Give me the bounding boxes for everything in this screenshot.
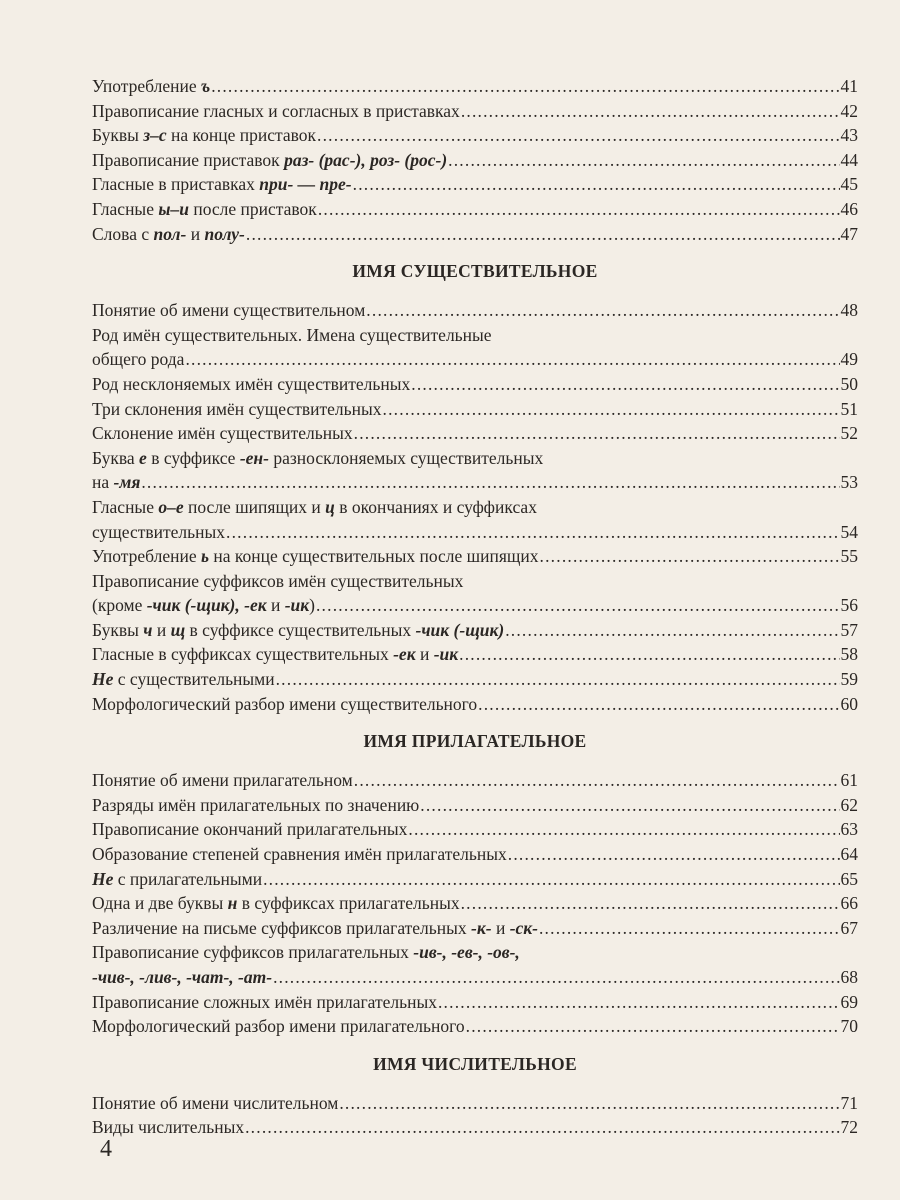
entry-title-text: Гласные в приставках	[92, 174, 260, 195]
dot-leader	[317, 123, 839, 148]
toc-entry	[92, 817, 858, 842]
entry-title-emphasis: -ек	[393, 644, 416, 665]
toc-entry-line	[92, 1014, 858, 1039]
toc-entry	[92, 298, 858, 323]
toc-entry-line	[92, 593, 858, 618]
entry-title-text: и	[186, 223, 205, 244]
dot-leader	[478, 692, 839, 717]
entry-title-emphasis: раз- (рас-), роз- (рос-)	[284, 149, 448, 170]
entry-title-text: Употребление	[92, 546, 201, 567]
toc-entry	[92, 916, 858, 941]
toc-entry	[92, 990, 858, 1015]
entry-title-emphasis: полу-	[204, 223, 245, 244]
entry-title-text: Одна и две буквы	[92, 893, 228, 914]
entry-title-text: Виды числительных	[92, 1117, 245, 1138]
entry-title-text: Понятие об имени существительном	[92, 300, 366, 321]
entry-title-text: и	[152, 619, 171, 640]
toc-entry-line	[92, 74, 858, 99]
entry-page-number: 49	[840, 349, 858, 370]
entry-title-emphasis: н	[227, 893, 238, 914]
entry-title-emphasis: з–с	[143, 125, 167, 146]
toc-entry	[92, 1091, 858, 1116]
toc-entry	[92, 667, 858, 692]
entry-title	[92, 965, 272, 990]
dot-leader	[276, 667, 840, 692]
entry-title-text: Правописание сложных имён прилагательных	[92, 991, 437, 1012]
entry-title-text: общего рода	[92, 349, 185, 370]
entry-title-text: Морфологический разбор имени существительного	[92, 693, 478, 714]
entry-title	[92, 793, 419, 818]
entry-title	[92, 891, 460, 916]
entry-title	[92, 692, 477, 717]
dot-leader	[366, 298, 839, 323]
dot-leader	[141, 470, 839, 495]
entry-title	[92, 172, 352, 197]
toc-entry	[92, 618, 858, 643]
toc-entry-line	[92, 1115, 858, 1140]
entry-title-text: Разряды имён прилагательных по значению	[92, 794, 420, 815]
toc-entry-line	[92, 172, 858, 197]
dot-leader	[263, 867, 839, 892]
entry-title-emphasis: Не	[92, 868, 114, 889]
entry-title	[92, 593, 315, 618]
dot-leader	[318, 197, 840, 222]
toc-section	[92, 1051, 858, 1140]
entry-title	[92, 520, 225, 545]
toc-entry	[92, 842, 858, 867]
entry-title	[92, 768, 353, 793]
entry-page-number: 66	[840, 893, 858, 914]
entry-title-text: после приставок	[188, 198, 317, 219]
entry-page-number: 59	[840, 669, 858, 690]
dot-leader	[185, 347, 839, 372]
entry-title-emphasis: е	[139, 447, 147, 468]
dot-leader	[459, 642, 839, 667]
toc-entry	[92, 372, 858, 397]
entry-title	[92, 123, 316, 148]
toc-entry-line	[92, 123, 858, 148]
toc-entry-line	[92, 916, 858, 941]
entry-page-number: 58	[840, 644, 858, 665]
toc-entry	[92, 421, 858, 446]
page-number: 4	[100, 1136, 112, 1162]
toc-entry-line	[92, 867, 858, 892]
dot-leader	[383, 397, 840, 422]
entry-title-text: после шипящих и	[183, 496, 326, 517]
toc-entry-line	[92, 793, 858, 818]
entry-page-number: 47	[840, 223, 858, 244]
toc-entry-line	[92, 323, 858, 348]
entry-title-text: на конце существительных после шипящих	[208, 546, 539, 567]
toc-entry-line	[92, 842, 858, 867]
entry-title-emphasis: ц	[325, 496, 335, 517]
toc-entry	[92, 148, 858, 173]
entry-page-number: 45	[840, 174, 858, 195]
entry-title-emphasis: Не	[92, 669, 114, 690]
toc-entry-line	[92, 421, 858, 446]
section-heading: ИМЯ СУЩЕСТВИТЕЛЬНОЕ	[352, 261, 598, 282]
entry-title	[92, 323, 492, 348]
entry-title	[92, 99, 460, 124]
toc-entry	[92, 867, 858, 892]
entry-title-emphasis: о–е	[158, 496, 184, 517]
entry-page-number: 67	[840, 917, 858, 938]
dot-leader	[316, 593, 840, 618]
entry-title-text: существительных	[92, 521, 226, 542]
entry-title-text: на конце приставок	[166, 125, 317, 146]
entry-title-text: Гласные	[92, 198, 159, 219]
entry-page-number: 50	[840, 373, 858, 394]
entry-title-text: Понятие об имени числительном	[92, 1092, 339, 1113]
toc-section	[92, 728, 858, 1039]
entry-title-text: )	[309, 595, 315, 616]
entry-page-number: 68	[840, 967, 858, 987]
dot-leader	[353, 172, 840, 197]
toc-entry-line	[92, 891, 858, 916]
entry-page-number: 52	[840, 423, 858, 444]
entry-title-text: разносклоняемых существительных	[268, 447, 544, 468]
entry-title	[92, 222, 245, 247]
entry-page-number: 46	[840, 198, 858, 219]
entry-page-number: 41	[840, 76, 858, 96]
dot-leader	[408, 817, 839, 842]
entry-title-emphasis: -к-	[471, 917, 492, 938]
entry-title-emphasis: -ск-	[509, 917, 538, 938]
dot-leader	[461, 99, 840, 124]
entry-title-emphasis: ч	[143, 619, 153, 640]
entry-title	[92, 372, 410, 397]
toc-entry-line	[92, 520, 858, 545]
entry-title-text: Понятие об имени прилагательном	[92, 770, 353, 791]
toc-entry	[92, 768, 858, 793]
entry-title-text: с прилагательными	[113, 868, 263, 889]
entry-title-emphasis: -чик (-щик)	[415, 619, 505, 640]
entry-title-emphasis: -ив-, -ев-, -ов-,	[413, 942, 520, 963]
entry-title-text: Правописание суффиксов имён существительных	[92, 570, 464, 591]
toc-section	[92, 74, 858, 246]
entry-title	[92, 421, 353, 446]
toc-entry-line	[92, 544, 858, 569]
entry-page-number: 48	[840, 300, 858, 321]
dot-leader	[354, 768, 840, 793]
entry-title-emphasis: пол-	[153, 223, 187, 244]
toc-entry	[92, 1014, 858, 1039]
toc-entry-line	[92, 940, 858, 965]
dot-leader	[273, 965, 839, 990]
entry-page-number: 53	[840, 472, 858, 493]
entry-title	[92, 569, 463, 594]
entry-title-emphasis: -чик (-щик), -ек	[146, 595, 267, 616]
entry-title-text: в суффиксах прилагательных	[237, 893, 460, 914]
toc-entry-line	[92, 446, 858, 471]
dot-leader	[354, 421, 840, 446]
toc-entry	[92, 793, 858, 818]
entry-title-text: на	[92, 472, 114, 493]
toc-entry	[92, 99, 858, 124]
toc-entry	[92, 74, 858, 99]
entry-page-number: 63	[840, 819, 858, 840]
entry-title	[92, 197, 317, 222]
dot-leader	[438, 990, 840, 1015]
entry-title	[92, 298, 365, 323]
entry-title-text: Гласные	[92, 496, 159, 517]
entry-page-number: 65	[840, 868, 858, 889]
toc-entry-line	[92, 222, 858, 247]
entry-title-text: Слова с	[92, 223, 154, 244]
entry-title-text: Род имён существительных. Имена существительные	[92, 324, 492, 345]
entry-title	[92, 544, 539, 569]
entry-title	[92, 148, 447, 173]
entry-page-number: 57	[840, 619, 858, 640]
entry-title-emphasis: -ен-	[239, 447, 269, 468]
toc-entry-line	[92, 990, 858, 1015]
entry-title	[92, 618, 504, 643]
toc-entry-line	[92, 817, 858, 842]
toc-entry-line	[92, 1091, 858, 1116]
entry-title-text: Буквы	[92, 125, 144, 146]
entry-page-number: 64	[840, 844, 858, 865]
toc-entry	[92, 544, 858, 569]
toc-entry	[92, 123, 858, 148]
entry-page-number: 42	[840, 100, 858, 121]
table-of-contents	[92, 74, 858, 1140]
entry-page-number: 70	[840, 1016, 858, 1037]
entry-title-text: Три склонения имён существительных	[92, 398, 382, 419]
entry-title-text: Род несклоняемых имён существительных	[92, 373, 411, 394]
entry-title-emphasis: ъ	[200, 76, 211, 96]
toc-entry	[92, 397, 858, 422]
toc-entry-line	[92, 692, 858, 717]
toc-entry	[92, 891, 858, 916]
entry-title-emphasis: -ик	[284, 595, 310, 616]
entry-page-number: 51	[840, 398, 858, 419]
toc-entry	[92, 197, 858, 222]
entry-title	[92, 916, 538, 941]
toc-entry-line	[92, 569, 858, 594]
entry-title	[92, 990, 437, 1015]
entry-title-text: Гласные в суффиксах существительных	[92, 644, 394, 665]
entry-title-emphasis: -чив-, -лив-, -чат-, -ат-	[92, 967, 273, 987]
dot-leader	[508, 842, 840, 867]
toc-entry-line	[92, 397, 858, 422]
entry-title-emphasis: щ	[170, 619, 186, 640]
entry-page-number: 56	[840, 595, 858, 616]
dot-leader	[540, 544, 840, 569]
entry-title	[92, 495, 537, 520]
toc-entry	[92, 323, 858, 372]
toc-entry-line	[92, 298, 858, 323]
dot-leader	[411, 372, 839, 397]
entry-title-text: и	[415, 644, 434, 665]
entry-title	[92, 1115, 244, 1140]
entry-page-number: 44	[840, 149, 858, 170]
entry-title	[92, 842, 507, 867]
toc-entry-line	[92, 347, 858, 372]
entry-title-text: Правописание окончаний прилагательных	[92, 819, 408, 840]
toc-entry	[92, 692, 858, 717]
entry-title-text: Образование степеней сравнения имён прилагательных	[92, 844, 507, 865]
dot-leader	[339, 1091, 839, 1116]
toc-entry-line	[92, 197, 858, 222]
toc-entry-line	[92, 99, 858, 124]
toc-entry-line	[92, 642, 858, 667]
entry-title	[92, 470, 140, 495]
entry-title-text: в суффиксе	[146, 447, 240, 468]
toc-entry	[92, 642, 858, 667]
toc-entry-line	[92, 148, 858, 173]
toc-entry-line	[92, 768, 858, 793]
toc-entry	[92, 222, 858, 247]
entry-title-text: Буква	[92, 447, 140, 468]
entry-title-text: Правописание приставок	[92, 149, 285, 170]
entry-page-number: 61	[840, 770, 858, 791]
entry-title-emphasis: ь	[200, 546, 209, 567]
dot-leader	[466, 1014, 840, 1039]
entry-title-emphasis: ы–и	[158, 198, 189, 219]
entry-page-number: 54	[840, 521, 858, 542]
entry-title-text: Правописание суффиксов прилагательных	[92, 942, 414, 963]
entry-title-text: с существительными	[113, 669, 275, 690]
entry-title	[92, 1014, 465, 1039]
entry-title-text: Употребление	[92, 76, 201, 96]
entry-page-number: 55	[840, 546, 858, 567]
toc-entry	[92, 495, 858, 544]
entry-title	[92, 347, 184, 372]
entry-title	[92, 397, 382, 422]
dot-leader	[448, 148, 839, 173]
entry-title	[92, 940, 520, 965]
toc-entry-line	[92, 667, 858, 692]
entry-title-text: в окончаниях и суффиксах	[334, 496, 537, 517]
entry-title-text: Буквы	[92, 619, 144, 640]
toc-entry-line	[92, 618, 858, 643]
dot-leader	[246, 222, 840, 247]
section-heading: ИМЯ ЧИСЛИТЕЛЬНОЕ	[373, 1053, 577, 1074]
entry-title	[92, 867, 262, 892]
entry-page-number: 71	[840, 1092, 858, 1113]
toc-entry	[92, 940, 858, 989]
section-heading: ИМЯ ПРИЛАГАТЕЛЬНОЕ	[363, 731, 587, 752]
entry-title	[92, 667, 275, 692]
entry-title	[92, 446, 543, 471]
entry-page-number: 69	[840, 991, 858, 1012]
toc-section	[92, 258, 858, 716]
entry-title-emphasis: -мя	[113, 472, 141, 493]
toc-entry	[92, 172, 858, 197]
dot-leader	[420, 793, 839, 818]
dot-leader	[226, 520, 839, 545]
toc-entry	[92, 446, 858, 495]
toc-entry-line	[92, 372, 858, 397]
dot-leader	[211, 74, 839, 99]
entry-title-text: и	[266, 595, 285, 616]
entry-page-number: 43	[840, 125, 858, 146]
dot-leader	[461, 891, 840, 916]
entry-page-number: 60	[840, 693, 858, 714]
toc-entry-line	[92, 965, 858, 990]
dot-leader	[539, 916, 840, 941]
entry-title	[92, 74, 210, 99]
entry-title	[92, 817, 407, 842]
entry-title-text: Морфологический разбор имени прилагательного	[92, 1016, 465, 1037]
toc-entry-line	[92, 495, 858, 520]
dot-leader	[505, 618, 839, 643]
entry-title-text: Различение на письме суффиксов прилагательных	[92, 917, 472, 938]
entry-title-emphasis: при- — пре-	[259, 174, 352, 195]
entry-title-text: Правописание гласных и согласных в приставках	[92, 100, 460, 121]
entry-title-text: и	[491, 917, 510, 938]
entry-page-number: 62	[840, 794, 858, 815]
entry-title	[92, 642, 458, 667]
entry-title-emphasis: -ик	[433, 644, 459, 665]
entry-page-number: 72	[840, 1117, 858, 1138]
entry-title	[92, 1091, 338, 1116]
toc-entry-line	[92, 470, 858, 495]
dot-leader	[245, 1115, 839, 1140]
toc-entry	[92, 1115, 858, 1140]
entry-title-text: (кроме	[92, 595, 147, 616]
entry-title-text: Склонение имён существительных	[92, 423, 353, 444]
entry-title-text: в суффиксе существительных	[185, 619, 416, 640]
toc-entry	[92, 569, 858, 618]
